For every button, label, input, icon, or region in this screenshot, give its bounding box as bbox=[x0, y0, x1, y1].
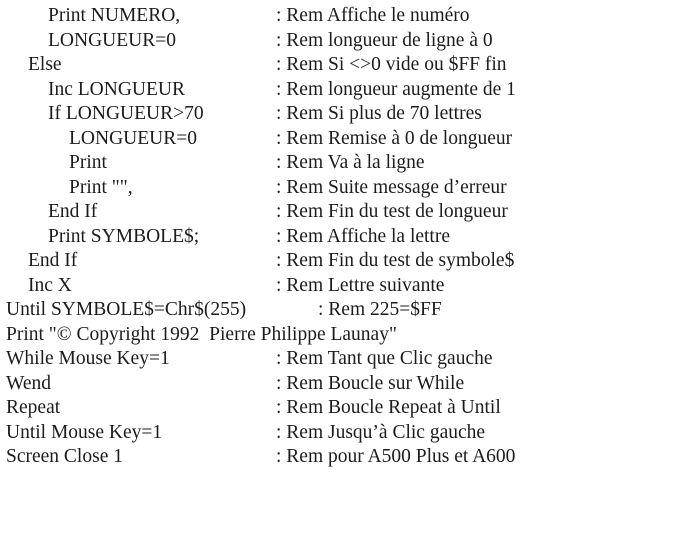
code-statement: Print SYMBOLE$; bbox=[48, 225, 200, 247]
code-statement: Inc LONGUEUR bbox=[48, 78, 186, 100]
code-comment: : Rem Tant que Clic gauche bbox=[276, 348, 493, 369]
code-comment: : Rem Fin du test de symbole$ bbox=[276, 250, 515, 271]
code-line bbox=[0, 53, 700, 78]
code-line bbox=[0, 396, 700, 421]
code-line bbox=[0, 127, 700, 152]
code-line bbox=[0, 225, 700, 250]
code-statement: LONGUEUR=0 bbox=[69, 127, 197, 149]
code-statement: Until Mouse Key=1 bbox=[6, 421, 163, 443]
code-statement: Print "", bbox=[69, 176, 133, 198]
code-line bbox=[0, 445, 700, 470]
code-statement: LONGUEUR=0 bbox=[48, 29, 176, 51]
code-statement: Wend bbox=[6, 372, 51, 394]
code-statement: End If bbox=[48, 201, 98, 222]
code-line bbox=[0, 421, 700, 446]
code-comment: : Rem Affiche la lettre bbox=[276, 225, 450, 247]
code-statement: Until SYMBOLE$=Chr$(255) bbox=[6, 299, 247, 320]
code-line bbox=[0, 372, 700, 397]
code-line bbox=[0, 200, 700, 225]
code-line bbox=[0, 4, 700, 29]
code-statement: Repeat bbox=[6, 397, 61, 418]
code-line bbox=[0, 29, 700, 54]
code-comment: : Rem Si plus de 70 lettres bbox=[276, 103, 482, 124]
code-comment: : Rem Jusqu’à Clic gauche bbox=[276, 421, 486, 443]
code-comment: : Rem Va à la ligne bbox=[276, 152, 425, 173]
code-comment: : Rem pour A500 Plus et A600 bbox=[276, 446, 516, 467]
code-line bbox=[0, 102, 700, 127]
code-comment: : Rem Boucle sur While bbox=[276, 372, 465, 394]
code-line bbox=[0, 298, 700, 323]
code-comment: : Rem 225=$FF bbox=[318, 299, 442, 320]
code-comment: : Rem Fin du test de longueur bbox=[276, 201, 508, 222]
code-line bbox=[0, 323, 700, 348]
code-comment: : Rem longueur de ligne à 0 bbox=[276, 29, 493, 51]
code-statement: Inc X bbox=[28, 274, 72, 296]
code-comment: : Rem Suite message d’erreur bbox=[276, 176, 507, 198]
code-comment: : Rem Affiche le numéro bbox=[276, 5, 470, 26]
code-line bbox=[0, 274, 700, 299]
copyright-statement: Print "© Copyright 1992 Pierre Philippe Launay" bbox=[6, 323, 397, 345]
code-line bbox=[0, 249, 700, 274]
code-statement: Print bbox=[69, 152, 107, 173]
code-statement: If LONGUEUR>70 bbox=[48, 103, 204, 124]
code-comment: : Rem Lettre suivante bbox=[276, 274, 445, 296]
code-line bbox=[0, 176, 700, 201]
code-statement: End If bbox=[28, 250, 78, 271]
code-line bbox=[0, 151, 700, 176]
code-statement: Print NUMERO, bbox=[48, 5, 181, 26]
code-comment: : Rem Remise à 0 de longueur bbox=[276, 127, 513, 149]
code-statement: Screen Close 1 bbox=[6, 446, 123, 467]
code-comment: : Rem longueur augmente de 1 bbox=[276, 78, 516, 100]
code-statement: Else bbox=[28, 54, 62, 75]
code-comment: : Rem Si <>0 vide ou $FF fin bbox=[276, 54, 507, 75]
code-line bbox=[0, 347, 700, 372]
code-comment: : Rem Boucle Repeat à Until bbox=[276, 397, 501, 418]
code-line bbox=[0, 78, 700, 103]
code-statement: While Mouse Key=1 bbox=[6, 348, 170, 369]
